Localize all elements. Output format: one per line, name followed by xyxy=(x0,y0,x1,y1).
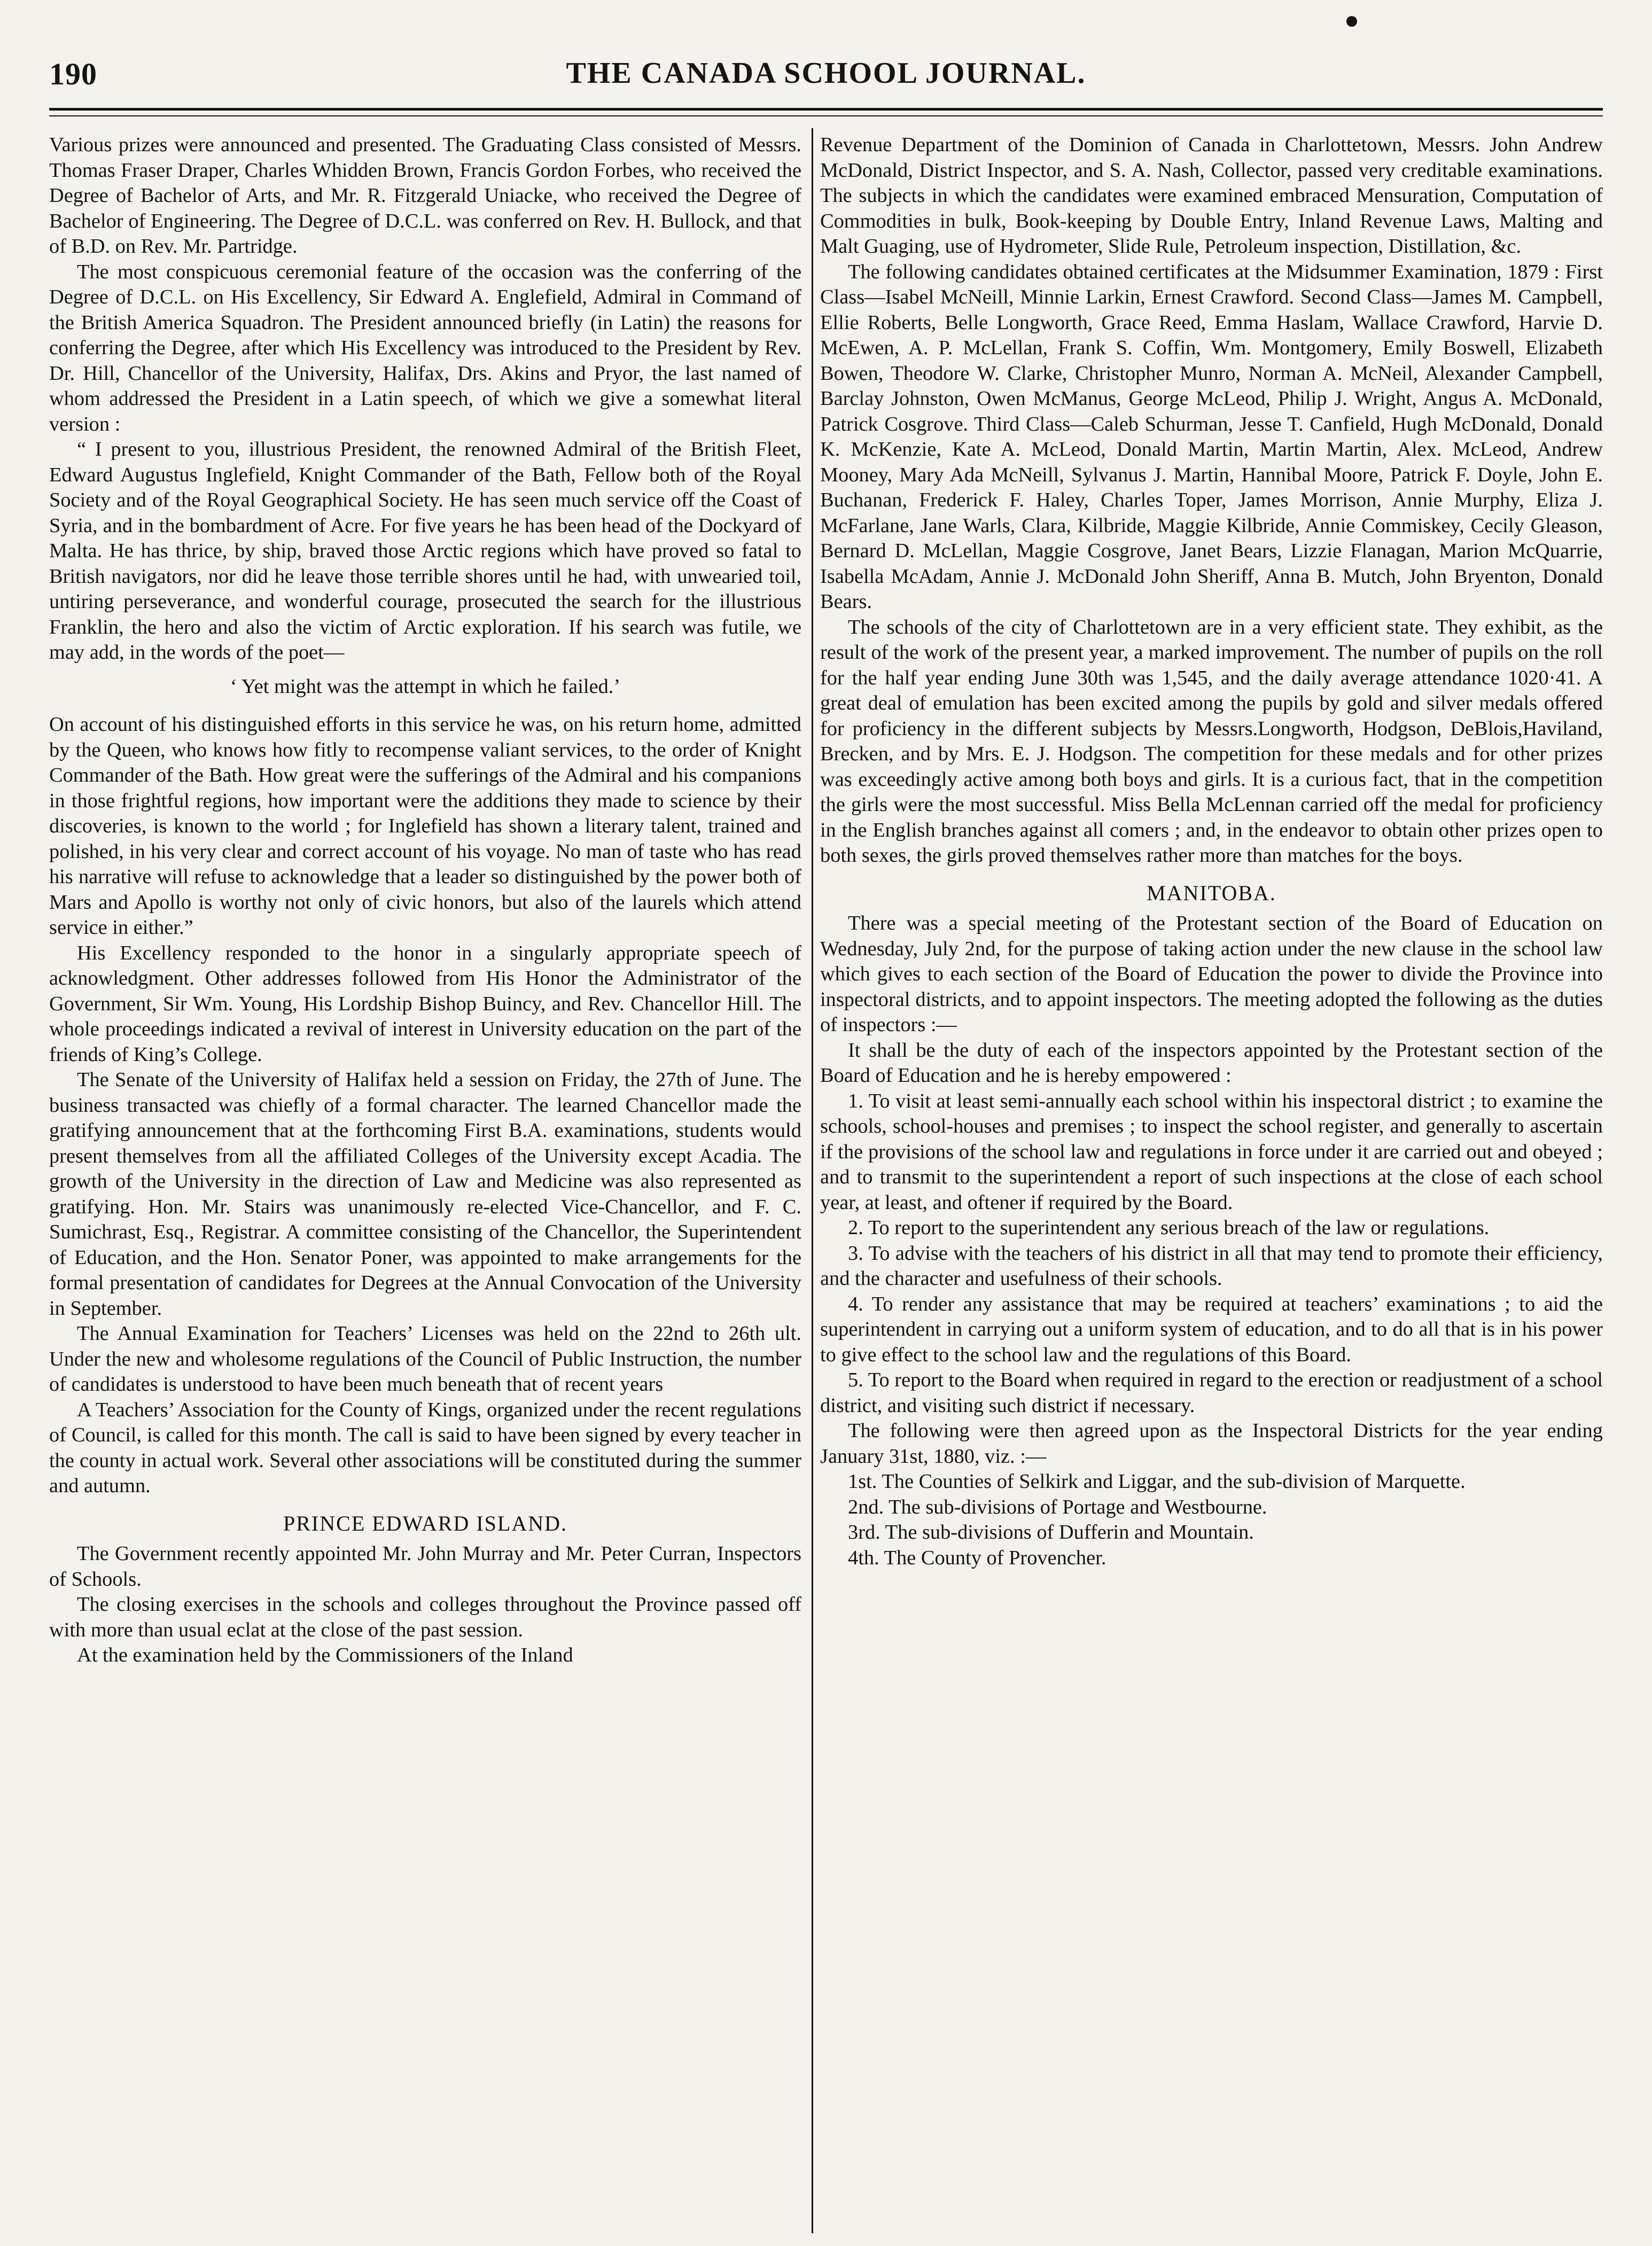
paragraph: The following candidates obtained certificates at the Midsummer Examination, 1879 : First Class—Isabel McNeill, Minnie Larkin, Ernest Crawford. Second Class—James M. Campbell, Ellie Roberts, Belle Longworth, Grace Reed, Emma Haslam, Wallace Crawford, Harvie D. McEwen, A. P. McLellan, Frank S. Coffin, Wm. Montgomery, Emily Boswell, Elizabeth Bowen, Theodore W. Clarke, Christopher Munro, Norman A. McNeil, Alexander Campbell, Barclay Johnston, Owen McManus, George McLeod, Philip J. Wright, Angus A. McDonald, Patrick Cosgrove. Third Class—Caleb Schurman, Jesse T. Canfield, Hugh McDonald, Donald K. McKenzie, Kate A. McLeod, Donald Martin, Martin Martin, Alex. McLeod, Andrew Mooney, Mary Ada McNeill, Sylvanus J. Martin, Hannibal Moore, Patrick F. Doyle, John E. Buchanan, Frederick F. Haley, Charles Toper, James Morrison, Annie Murphy, Eliza J. McFarlane, Jane Warls, Clara, Kilbride, Maggie Kilbride, Annie Commiskey, Cecily Gleason, Bernard D. McLellan, Maggie Cosgrove, Janet Bears, Lizzie Flanagan, Marion McQuarrie, Isabella McAdam, Annie J. McDonald John Sheriff, Anna B. Mutch, John Bryenton, Donald Bears. xyxy=(820,260,1603,613)
left-column xyxy=(49,132,801,1668)
district-list xyxy=(820,1469,1603,1571)
poem-quote: ‘ Yet might was the attempt in which he failed.’ xyxy=(230,675,621,698)
duty-item: 3. To advise with the teachers of his district in all that may tend to promote their efficiency, and the character and usefulness of their schools. xyxy=(820,1242,1603,1290)
header-rule-thin xyxy=(49,115,1603,116)
duty-item: 4. To render any assistance that may be required at teachers’ examinations ; to aid the superintendent in carrying out a uniform system of education, and to do all that is in his power to give effect to the school law and the regulations of this Board. xyxy=(820,1292,1603,1366)
district-item: 3rd. The sub-divisions of Dufferin and Mountain. xyxy=(848,1521,1254,1543)
paragraph: Revenue Department of the Dominion of Canada in Charlottetown, Messrs. John Andrew McDonald, District Inspector, and S. A. Nash, Collector, passed very creditable examinations. The subjects in which the candidates were examined embraced Mensuration, Computation of Commodities in bulk, Book-keeping by Double Entry, Inland Revenue Laws, Malting and Malt Guaging, use of Hydrometer, Slide Rule, Petroleum inspection, Distillation, &c. xyxy=(820,134,1603,258)
duty-item: 5. To report to the Board when required in regard to the erection or readjustment of a school district, and visiting such district if necessary. xyxy=(820,1369,1603,1417)
paragraph: The schools of the city of Charlottetown are in a very efficient state. They exhibit, as the result of the work of the present year, a marked improvement. The number of pupils on the roll for the half year ending June 30th was 1,545, and the daily average attendance 1020·41. A great deal of emulation has been excited among the pupils by gold and silver medals offered for proficiency in the different subjects by Messrs.Longworth, Hodgson, DeBlois,Haviland, Brecken, and by Mrs. E. J. Hodgson. The competition for these medals and for other prizes was exceedingly active among both boys and girls. It is a curious fact, that in the competition the girls were the most successful. Miss Bella McLennan carried off the medal for proficiency in the English branches against all comers ; and, in the endeavor to obtain other prizes open to both sexes, the girls proved themselves rather more than matches for the boys. xyxy=(820,615,1603,867)
district-item: 1st. The Counties of Selkirk and Liggar, and the sub-division of Marquette. xyxy=(848,1470,1466,1493)
paragraph: The Government recently appointed Mr. John Murray and Mr. Peter Curran, Inspectors of Schools. xyxy=(49,1542,801,1590)
paragraph: The Senate of the University of Halifax held a session on Friday, the 27th of June. The business transacted was chiefly of a formal character. The learned Chancellor made the gratifying announcement that at the forthcoming First B.A. examinations, students would present themselves from all the affiliated Colleges of the University except Acadia. The growth of the University in the direction of Law and Medicine was also represented as gratifying. Hon. Mr. Stairs was unanimously re-elected Vice-Chancellor, and F. C. Sumichrast, Esq., Registrar. A committee consisting of the Chancellor, the Superintendent of Education, and the Hon. Senator Poner, was appointed to make arrangements for the formal presentation of candidates for Degrees at the Annual Convocation of the University in September. xyxy=(49,1069,801,1320)
paragraph: On account of his distinguished efforts in this service he was, on his return home, admitted by the Queen, who knows how fitly to recompense valiant services, to the order of Knight Commander of the Bath. How great were the sufferings of the Admiral and his companions in those frightful regions, how important were the additions they made to science by their discoveries, is known to the world ; for Inglefield has shown a literary talent, trained and polished, in his very clear and correct account of his voyage. No man of taste who has read his narrative will refuse to acknowledge that a leader so distinguished by the power both of Mars and Apollo is worthy not only of civic honors, but also of the laurels which attend service in either.” xyxy=(49,713,801,939)
paragraph: There was a special meeting of the Protestant section of the Board of Education on Wednesday, July 2nd, for the purpose of taking action under the new clause in the school law which gives to each section of the Board of Education the power to divide the Province into inspectoral districts, and to appoint inspectors. The meeting adopted the following as the duties of inspectors :— xyxy=(820,912,1603,1036)
right-column xyxy=(820,132,1603,1571)
duty-item: 1. To visit at least semi-annually each school within his inspectoral district ; to examine the schools, school-houses and premises ; to inspect the school register, and generally to ascertain if the provisions of the school law and regulations in force under it are carried out and obeyed ; and to transmit to the superintendent a report of such inspections at the close of each school year, at least, and oftener if required by the Board. xyxy=(820,1089,1603,1214)
section-heading-pei: PRINCE EDWARD ISLAND. xyxy=(283,1511,567,1535)
paragraph: The following were then agreed upon as the Inspectoral Districts for the year ending January 31st, 1880, viz. :— xyxy=(820,1420,1603,1468)
duty-item: 2. To report to the superintendent any serious breach of the law or regulations. xyxy=(848,1216,1490,1239)
paragraph: The most conspicuous ceremonial feature of the occasion was the conferring of the Degree of D.C.L. on His Excellency, Sir Edward A. Englefield, Admiral in Command of the British America Squadron. The President announced briefly (in Latin) the reasons for conferring the Degree, after which His Excellency was introduced to the President by Rev. Dr. Hill, Chancellor of the University, Halifax, Drs. Akins and Pryor, the last named of whom addressed the President in a Latin speech, of which we give a somewhat literal version : xyxy=(49,260,801,435)
paragraph: “ I present to you, illustrious President, the renowned Admiral of the British Fleet, Edward Augustus Inglefield, Knight Commander of the Bath, Fellow both of the Royal Society and of the Royal Geographical Society. He has seen much service off the Coast of Syria, and in the bombardment of Acre. For five years he has been head of the Dockyard of Malta. He has thrice, by ship, braved those Arctic regions which have proved so fatal to British navigators, nor did he leave those terrible shores until he had, with unwearied toil, untiring perseverance, and wonderful courage, prosecuted the search for the illustrious Franklin, the hero and also the victim of Arctic exploration. If his search was futile, we may add, in the words of the poet— xyxy=(49,438,801,664)
journal-title: THE CANADA SCHOOL JOURNAL. xyxy=(566,57,1086,90)
district-item: 2nd. The sub-divisions of Portage and Westbourne. xyxy=(848,1495,1267,1518)
column-divider xyxy=(812,128,813,2233)
page-number: 190 xyxy=(49,57,97,91)
paragraph: It shall be the duty of each of the inspectors appointed by the Protestant section of the Board of Education and he is hereby empowered : xyxy=(820,1039,1603,1087)
ink-dot xyxy=(1346,16,1357,27)
paragraph: At the examination held by the Commissioners of the Inland xyxy=(77,1644,573,1666)
paragraph: His Excellency responded to the honor in a singularly appropriate speech of acknowledgment. Other addresses followed from His Honor the Administrator of the Government, Sir Wm. Young, His Lordship Bishop Buincy, and Rev. Chancellor Hill. The whole proceedings indicated a revival of interest in University education on the part of the friends of King’s College. xyxy=(49,941,801,1066)
paragraph: The Annual Examination for Teachers’ Licenses was held on the 22nd to 26th ult. Under the new and wholesome regulations of the Council of Public Instruction, the number of candidates is understood to have been much beneath that of recent years xyxy=(49,1322,801,1395)
district-item: 4th. The County of Provencher. xyxy=(848,1546,1106,1569)
paragraph: A Teachers’ Association for the County of Kings, organized under the recent regulations of Council, is called for this month. The call is said to have been signed by every teacher in the county in actual work. Several other associations will be constituted during the summer and autumn. xyxy=(49,1398,801,1497)
section-heading-manitoba: MANITOBA. xyxy=(1147,880,1276,905)
paragraph: Various prizes were announced and presented. The Graduating Class consisted of Messrs. Thomas Fraser Draper, Charles Whidden Brown, Francis Gordon Forbes, who received the Degree of Bachelor of Arts, and Mr. R. Fitzgerald Uniacke, who received the Degree of Bachelor of Engineering. The Degree of D.C.L. was conferred on Rev. H. Bullock, and that of B.D. on Rev. Mr. Partridge. xyxy=(49,134,801,258)
paragraph: The closing exercises in the schools and colleges throughout the Province passed off with more than usual eclat at the close of the past session. xyxy=(49,1593,801,1641)
header-rule xyxy=(49,108,1603,111)
